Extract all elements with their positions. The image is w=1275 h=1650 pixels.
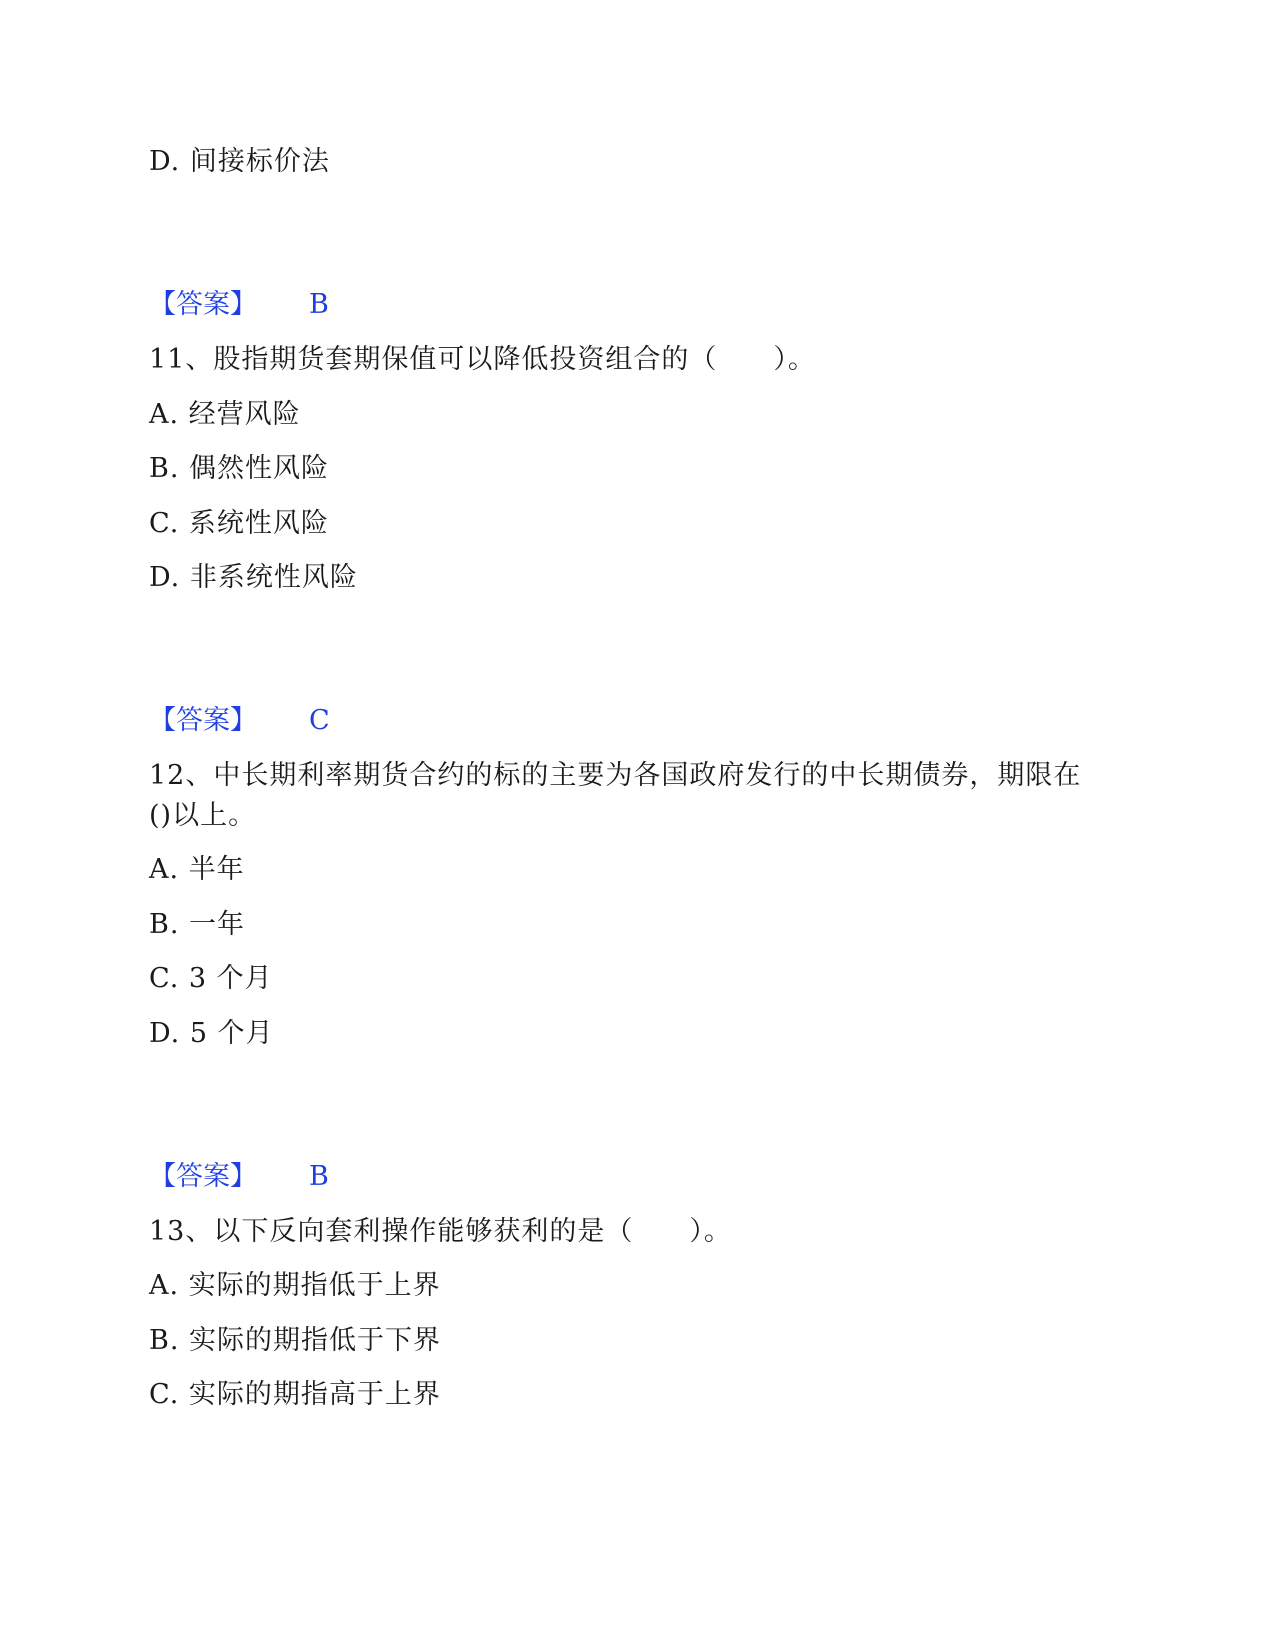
- question-12-option-c: C. 3 个月: [149, 963, 273, 994]
- question-12-option-d: D. 5 个月: [149, 1018, 274, 1049]
- question-12-option-b: B. 一年: [149, 909, 246, 940]
- question-11-stem: 11、股指期货套期保值可以降低投资组合的（ ）。: [149, 344, 816, 375]
- answer-label: 【答案】: [149, 1161, 257, 1192]
- question-13-option-c: C. 实际的期指高于上界: [149, 1379, 441, 1410]
- answer-value: B: [309, 1161, 329, 1192]
- question-12-stem-line2: ()以上。: [149, 800, 257, 831]
- question-13-stem: 13、以下反向套利操作能够获利的是（ ）。: [149, 1216, 732, 1247]
- question-12-option-a: A. 半年: [149, 854, 245, 885]
- question-13-option-b: B. 实际的期指低于下界: [149, 1325, 442, 1356]
- question-11-answer: [149, 701, 330, 741]
- prev-answer: [149, 285, 329, 325]
- answer-label: 【答案】: [149, 705, 257, 736]
- answer-value: C: [309, 705, 330, 736]
- question-13-option-a: A. 实际的期指低于上界: [149, 1270, 441, 1301]
- question-11-option-a: A. 经营风险: [149, 399, 301, 430]
- answer-label: 【答案】: [149, 289, 257, 320]
- question-12-answer: [149, 1157, 329, 1197]
- answer-value: B: [309, 289, 329, 320]
- question-11-option-c: C. 系统性风险: [149, 508, 329, 539]
- question-11-option-d: D. 非系统性风险: [149, 562, 358, 593]
- prev-option-d: D. 间接标价法: [149, 146, 330, 177]
- question-11-option-b: B. 偶然性风险: [149, 453, 330, 484]
- question-12-stem-line1: 12、中长期利率期货合约的标的主要为各国政府发行的中长期债券，期限在: [149, 760, 1082, 791]
